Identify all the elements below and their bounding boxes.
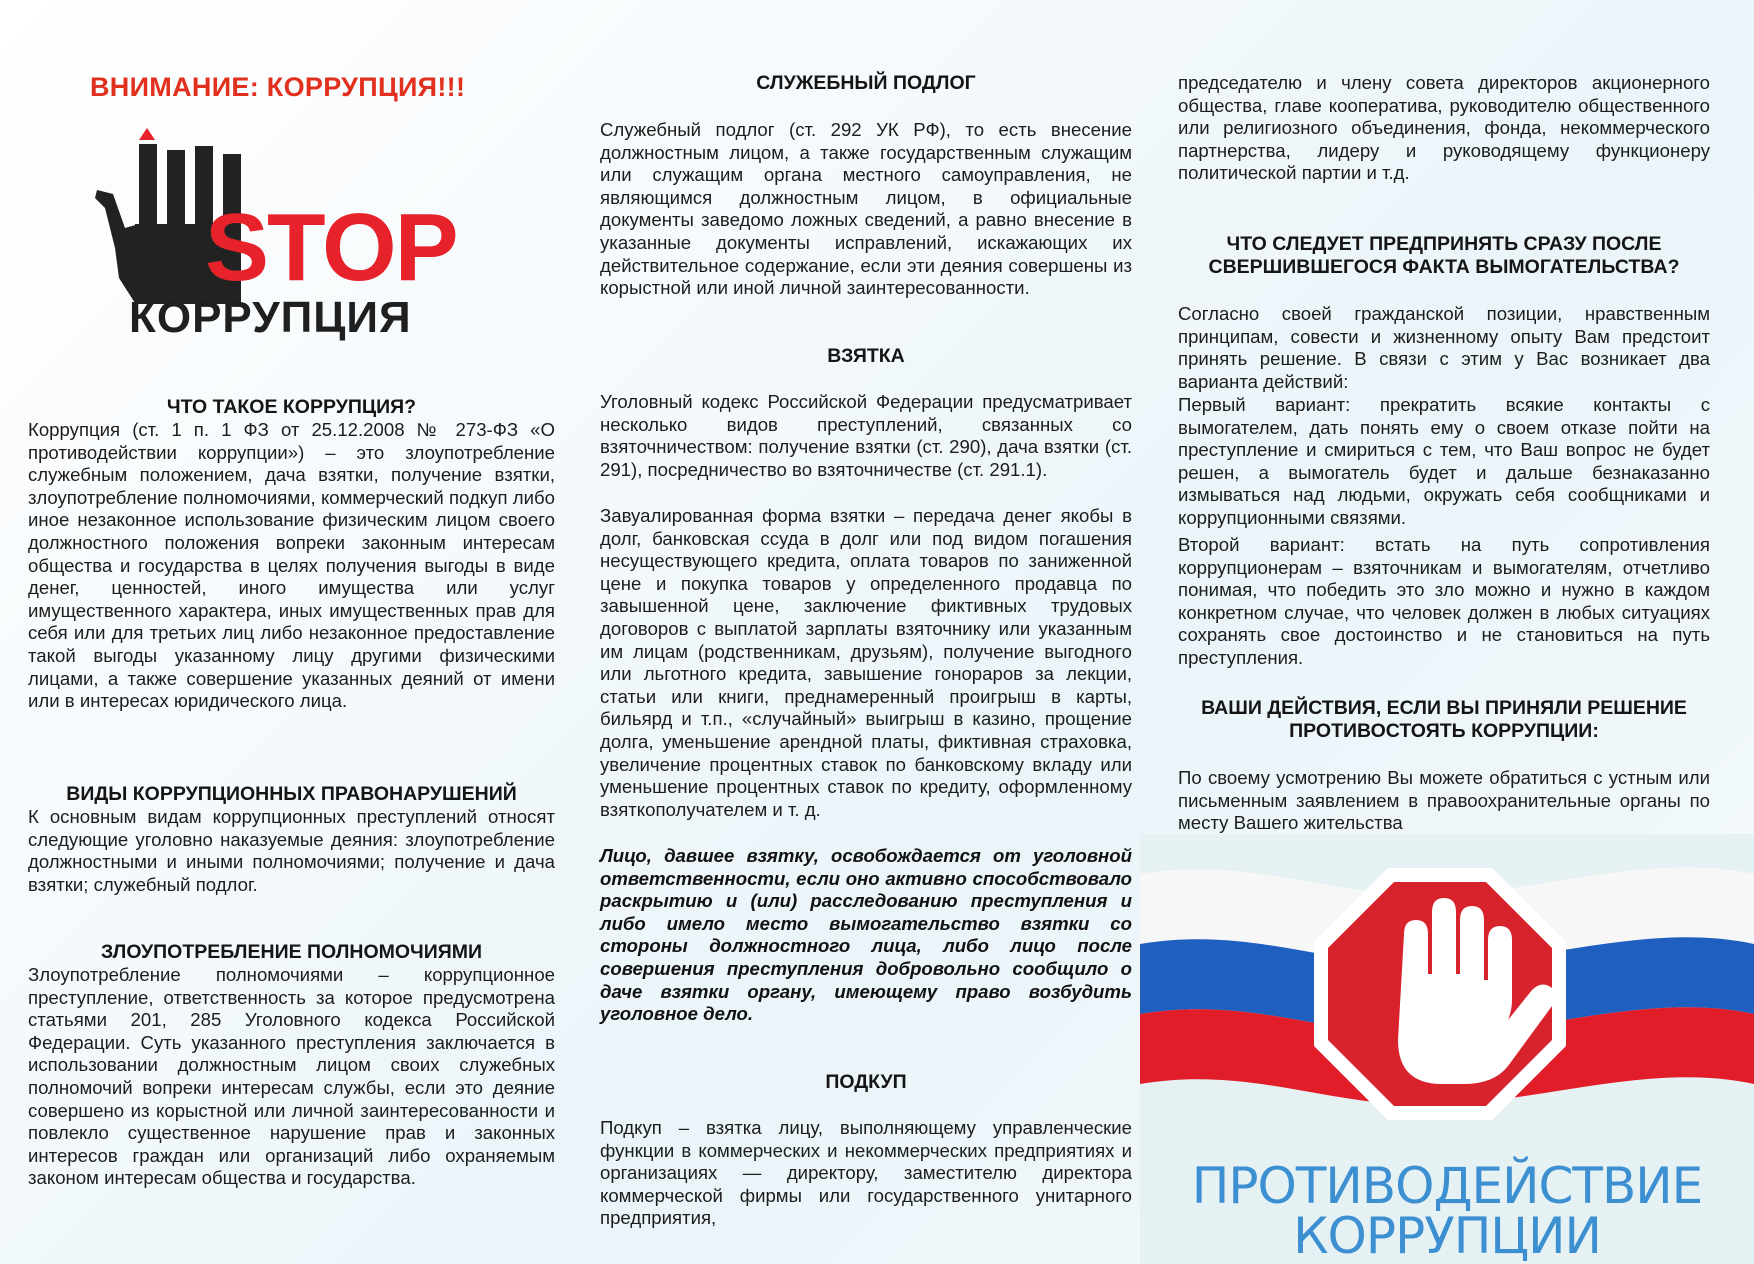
bribe-heading: ВЗЯТКА bbox=[827, 345, 905, 367]
violation-types-text: К основным видам коррупционных преступлений относят следующие уголовно наказуемые деяния: злоупотребление должностными и иными полномочиями; получение и дача взятки; служебный подлог. bbox=[28, 806, 555, 895]
corruption-logo-text: КОРРУПЦИЯ bbox=[129, 293, 412, 342]
your-actions-heading: ВАШИ ДЕЙСТВИЯ, ЕСЛИ ВЫ ПРИНЯЛИ РЕШЕНИЕ ПРОТИВОСТОЯТЬ КОРРУПЦИИ: bbox=[1201, 697, 1687, 742]
bribe-text-2: Завуалированная форма взятки – передача денег якобы в долг, банковская ссуда в долг или под видом погашения несуществующего кредита, оплата товаров по заниженной цене и покупка товаров у определенного продавца по завышенной цене, заключение фиктивных трудовых договоров с выплатой зарплаты взяточнику или указанным им лицам (родственникам, друзьям), получение выгодного или льготного кредита, завышение гонораров за лекции, статьи или книги, преднамеренный проигрыш в карты, бильярд и т.п., «случайный» выигрыш в казино, прощение долга, уменьшение арендной платы, фиктивная страховка, увеличение процентных ставок по банковскому вкладу или уменьшение процентных ставок по кредиту, оформленному взяткополучателем и т. д. bbox=[600, 505, 1132, 820]
graft-continued-text: председателю и члену совета директоров акционерного общества, главе кооператива, руководителю общественного или религиозного объединения, фонда, некоммерческого партнерства, лидеру и руководящему функционеру политической партии и т.д. bbox=[1178, 72, 1710, 184]
bribe-text-1: Уголовный кодекс Российской Федерации предусматривает несколько видов преступлений, связанных со взяточничеством: получение взятки (ст. 290), дача взятки (ст. 291), посредничество во взяточничестве (ст. 291.1). bbox=[600, 391, 1132, 480]
extortion-steps-text-3: Второй вариант: встать на путь сопротивления коррупционерам – взяточникам и вымогателям, отчетливо понимая, что победить это зло можно и нужно в каждом конкретном случае, что человек должен в любых ситуациях сохранять свое достоинство и не становиться на путь преступления. bbox=[1178, 534, 1710, 668]
stop-corruption-logo bbox=[95, 128, 515, 368]
attention-heading: ВНИМАНИЕ: КОРРУПЦИЯ!!! bbox=[90, 72, 466, 102]
extortion-steps-text-2: Первый вариант: прекратить всякие контакты с вымогателем, дать понять ему о своем отказе пойти на преступление и смириться с тем, что Ваш вопрос не будет решен, а вымогатель будет и дальше безнаказанно измываться над людьми, окружать себя сообщниками и коррупционными связями. bbox=[1178, 394, 1710, 528]
anti-corruption-banner bbox=[1140, 834, 1754, 1264]
banner-title-line2: КОРРУПЦИИ bbox=[1293, 1207, 1601, 1264]
forgery-heading: СЛУЖЕБНЫЙ ПОДЛОГ bbox=[756, 72, 976, 94]
extortion-steps-text-1: Согласно своей гражданской позиции, нравственным принципам, совести и жизненному опыту Вам предстоит принять решение. В связи с этим у Вас возникает два варианта действий: bbox=[1178, 303, 1710, 392]
graft-text: Подкуп – взятка лицу, выполняющему управленческие функции в коммерческих и некоммерческих предприятиях и организациях — директору, заместителю директора коммерческой фирмы или государственного унитарного предприятия, bbox=[600, 1117, 1132, 1229]
your-actions-text: По своему усмотрению Вы можете обратиться с устным или письменным заявлением в правоохранительные органы по месту Вашего жительства bbox=[1178, 767, 1710, 834]
banner-title-line1: ПРОТИВОДЕЙСТВИЕ bbox=[1191, 1157, 1703, 1215]
bribe-exemption-text: Лицо, давшее взятку, освобождается от уголовной ответственности, если оно активно способствовало раскрытию и (или) расследованию преступления и либо имело место вымогательство взятки со стороны должностного лица, либо лицо после совершения преступления добровольно сообщило о даче взятки органу, имеющему право возбудить уголовное дело. bbox=[600, 845, 1132, 1025]
abuse-of-power-heading: ЗЛОУПОТРЕБЛЕНИЕ ПОЛНОМОЧИЯМИ bbox=[100, 941, 483, 963]
forgery-text: Служебный подлог (ст. 292 УК РФ), то есть внесение должностным лицом, а также государственным служащим или служащим органа местного самоуправления, не являющимся должностным лицом, в официальные документы заведомо ложных сведений, а равно внесение в указанные документы исправлений, искажающих их действительное содержание, если эти деяния совершены из корыстной или иной личной заинтересованности. bbox=[600, 119, 1132, 299]
abuse-of-power-text: Злоупотребление полномочиями – коррупционное преступление, ответственность за которое предусмотрена статьями 201, 285 Уголовного кодекса Российской Федерации. Суть указанного преступления заключается в использовании должностным лицом своих служебных полномочий вопреки интересам службы, если это деяние совершено из корыстной или личной заинтересованности и повлекло существенное нарушение прав и законных интересов граждан или организаций либо охраняемым законом интересам общества и государства. bbox=[28, 964, 555, 1189]
what-is-corruption-text: Коррупция (ст. 1 п. 1 ФЗ от 25.12.2008 № 273-ФЗ «О противодействии коррупции») – это злоупотребление служебным положением, дача взятки, получение взятки, злоупотребление полномочиями, коммерческий подкуп либо иное незаконное использование физическим лицом своего должностного положения вопреки законным интересам общества и государства в целях получения выгоды в виде денег, ценностей, иного имущества или услуг имущественного характера, иных имущественных прав для себя или для третьих лиц либо незаконное предоставление такой выгоды указанному лицу другими физическими лицами, а также совершение указанных деяний от имени или в интересах юридического лица. bbox=[28, 419, 555, 712]
stop-logo-text: STOP bbox=[205, 194, 457, 301]
graft-heading: ПОДКУП bbox=[825, 1071, 907, 1093]
what-is-corruption-heading: ЧТО ТАКОЕ КОРРУПЦИЯ? bbox=[166, 396, 417, 418]
violation-types-heading: ВИДЫ КОРРУПЦИОННЫХ ПРАВОНАРУШЕНИЙ bbox=[66, 783, 517, 805]
extortion-steps-heading: ЧТО СЛЕДУЕТ ПРЕДПРИНЯТЬ СРАЗУ ПОСЛЕ СВЕРШИВШЕГОСЯ ФАКТА ВЫМОГАТЕЛЬСТВА? bbox=[1208, 233, 1680, 278]
